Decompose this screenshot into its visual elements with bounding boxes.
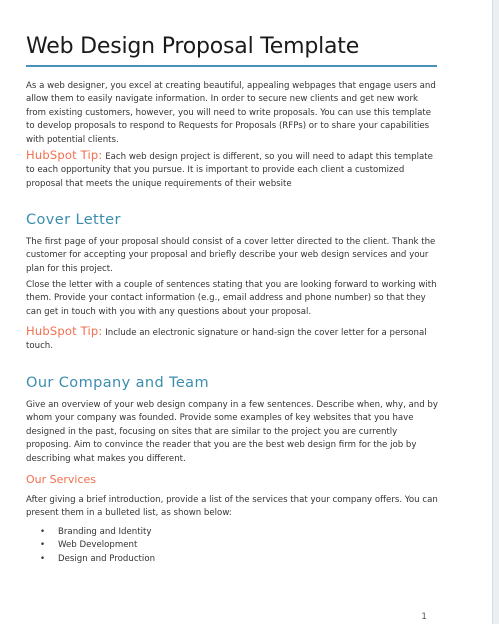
tip-paragraph-2 xyxy=(26,325,438,354)
tip-text-1: Each web design project is different, so you will need to adapt this template to each opportunity that you pursue. It is important to provide each client a customized proposal that meets the unique requirements of their website xyxy=(26,152,433,189)
page-edge xyxy=(492,0,499,624)
services-list xyxy=(40,526,155,566)
cover-letter-paragraph-2: Close the letter with a couple of sentences stating that you are looking forward to working with them. Provide your contact information (e.g., email address and phone number) so that they can get in touch with you with any questions about your proposal. xyxy=(26,280,437,317)
intro-paragraph: As a web designer, you excel at creating beautiful, appealing webpages that engage users and allow them to easily navigate information. In order to secure new clients and get new work from existing customers, however, you will need to write proposals. You can use this template to develop proposals to respond to Requests for Proposals (RFPs) or to share your capabilities with potential clients. xyxy=(26,81,436,145)
heading-cover-letter: Cover Letter xyxy=(26,212,121,228)
page-number: 1 xyxy=(421,612,427,622)
heading-our-services: Our Services xyxy=(26,473,97,486)
services-list-item: • Branding and Identity xyxy=(40,526,155,539)
tip-paragraph-1 xyxy=(26,149,438,191)
company-paragraph: Give an overview of your web design company in a few sentences. Describe when, why, and by whom your company was founded. Provide some examples of key websites that you have designed in the past, focusing on sites that are similar to the project you are currently proposing. Aim to convince the reader that you are the best web design firm for the job by describing what makes you different. xyxy=(26,400,438,464)
tip-label-1: HubSpot Tip: xyxy=(26,148,103,162)
document-title: Web Design Proposal Template xyxy=(26,34,360,59)
title-underline xyxy=(26,65,437,67)
services-paragraph: After giving a brief introduction, provide a list of the services that your company offers. You can present them in a bulleted list, as shown below: xyxy=(26,495,438,519)
cover-letter-paragraph-1: The first page of your proposal should consist of a cover letter directed to the client. Thank the customer for accepting your proposal and briefly describe your web design services and your plan for this project. xyxy=(26,237,436,274)
heading-company-team: Our Company and Team xyxy=(26,375,209,391)
services-list-item: • Design and Production xyxy=(40,553,155,566)
tip-label-2: HubSpot Tip: xyxy=(26,324,103,338)
services-list-item: • Web Development xyxy=(40,539,155,552)
tip-text-2: Include an electronic signature or hand-sign the cover letter for a personal touch. xyxy=(26,328,427,352)
